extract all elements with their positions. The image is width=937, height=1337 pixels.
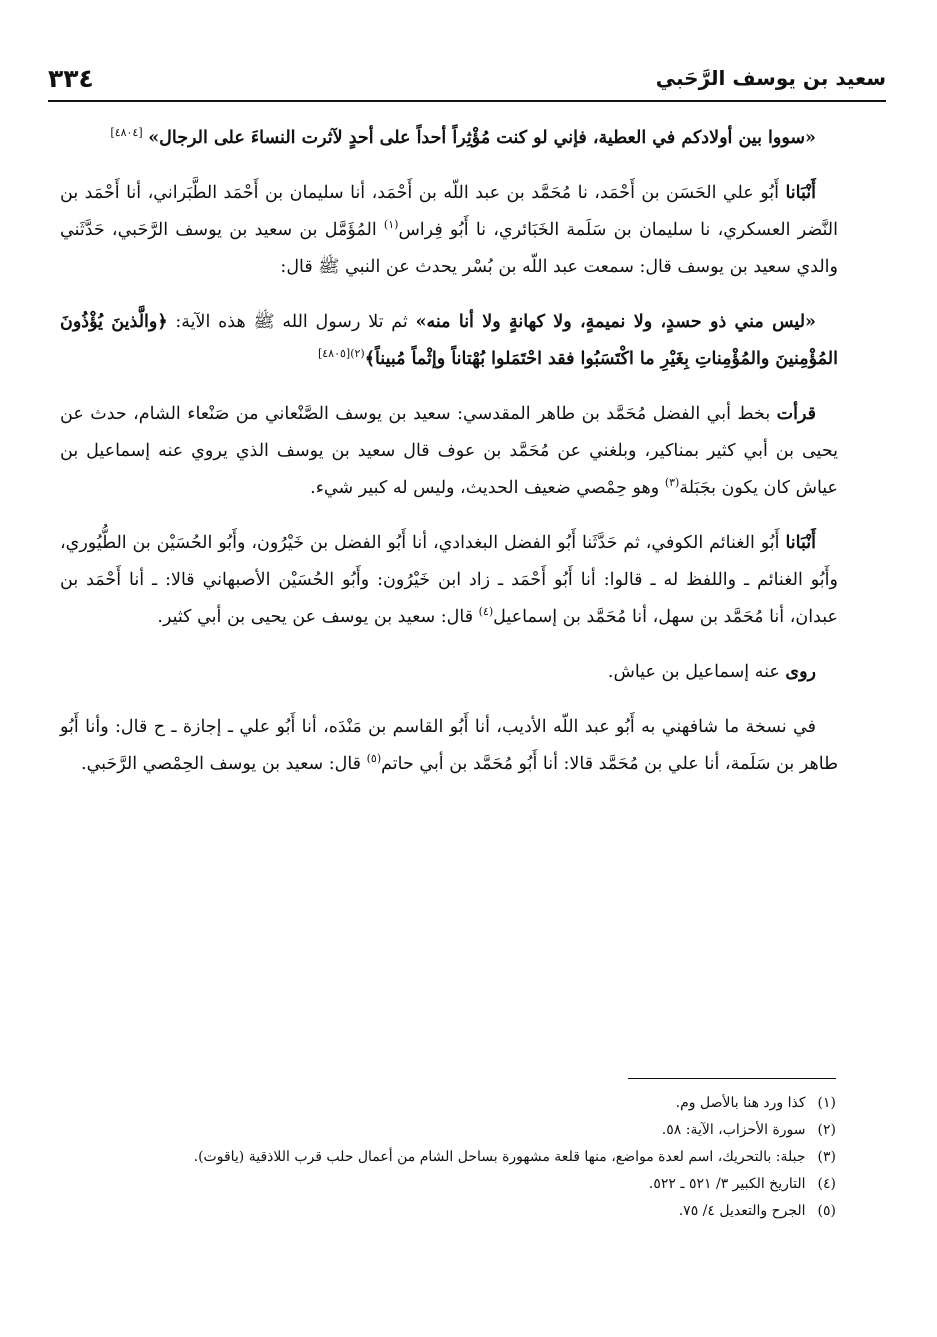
paragraph-text: ثم تلا رسول الله ﷺ هذه الآية: xyxy=(167,312,416,332)
footnote-number: (١) xyxy=(817,1095,836,1111)
footnote-text: كذا ورد هنا بالأصل وم. xyxy=(675,1095,806,1111)
footnote-number: (٢) xyxy=(817,1122,836,1138)
paragraph-text: أَبُو الغنائم الكوفي، ثم حَدَّثَنا أَبُو الفضل البغدادي، أنا أَبُو الفضل بن خَيْرُون، وأَبُو الحُسَيْن بن الطُّيُوري، وأَبُو الغنائم ـ واللفظ له ـ قالوا: أنا أَبُو أَحْمَد ـ زاد ابن خَيْرُون: وأَبُو الحُسَيْن الأصبهاني قالا: ـ أنا أَحْمَد بن عبدان، أنا مُحَمَّد بن سهل، أنا مُحَمَّد بن إسماعيل xyxy=(60,533,838,627)
paragraph-lead-word: أَنْبَانا xyxy=(785,183,816,203)
paragraph-text: أَبُو علي الحَسَن بن أَحْمَد، نا مُحَمَّد بن عبد اللّه بن أَحْمَد، أنا سليمان بن أَحْمَد الطَّبَراني، أنا أَحْمَد بن النَّضر العسكري، نا سليمان بن سَلَمة الخَبَائري، نا أَبُو فِراس xyxy=(60,183,838,240)
footnote-text: الجرح والتعديل ٤/ ٧٥. xyxy=(678,1203,806,1219)
hadith-reference: [٤٨٠٥] xyxy=(317,347,351,361)
hadith-paragraph-1 xyxy=(60,120,838,157)
quran-verse: ﴿والَّذينَ يُؤْذُونَ المُؤْمِنينَ والمُؤْمِناتِ بِغَيْرِ ما اكْتَسَبُوا فقد احْتَمَلوا بُهْتاناً وإثْماً مُبيناً﴾ xyxy=(60,312,838,369)
footnote-divider xyxy=(628,1078,836,1079)
paragraph-lead-word: قرأت xyxy=(776,404,816,424)
paragraph-lead-word: أَنْبَانا xyxy=(785,533,816,553)
footnote-item xyxy=(80,1171,836,1198)
footnote-marker-4: (٤) xyxy=(478,605,494,619)
footnote-item xyxy=(80,1144,836,1171)
paragraph-lead-word: روى xyxy=(785,662,816,682)
footnote-item xyxy=(80,1090,836,1117)
paragraph-text-cont: قال: سعيد بن يوسف الحِمْصي الرَّحَبي. xyxy=(81,754,367,774)
isnad-paragraph-1 xyxy=(60,175,838,286)
hadith-reference: [٤٨٠٤] xyxy=(110,126,143,140)
footnote-marker-2: (٢) xyxy=(350,347,365,361)
hadith-text: «سووا بين أولادكم في العطية، فإني لو كنت مُؤْثِراً أحداً على أحدٍ لآثرت النساءَ على الرجال» xyxy=(148,128,816,148)
paragraph-text-cont: المُؤَمَّل بن سعيد بن يوسف الرَّحَبي، حَدَّثَني والدي سعيد بن يوسف قال: سمعت عبد اللّه بن بُسْر يحدث عن النبي ﷺ قال: xyxy=(60,220,838,277)
narration-paragraph-5 xyxy=(60,654,838,691)
footnote-text: التاريخ الكبير ٣/ ٥٢١ ـ ٥٢٢. xyxy=(648,1176,806,1192)
paragraph-text: بخط أبي الفضل مُحَمَّد بن طاهر المقدسي: سعيد بن يوسف الصَّنْعاني من صَنْعاء الشام، حدث عن يحيى بن أبي كثير بمناكير، وبلغني عن مُحَمَّد بن عوف قال سعيد بن يوسف الذي يروي عنه إسماعيل بن عياش كان يكون بجَبَلة xyxy=(60,404,838,498)
footnotes xyxy=(80,1090,836,1225)
paragraph-text: عنه إسماعيل بن عياش. xyxy=(607,662,786,682)
footnote-marker-5: (٥) xyxy=(366,752,382,766)
isnad-paragraph-6 xyxy=(60,709,838,783)
footnote-item xyxy=(80,1117,836,1144)
footnote-number: (٤) xyxy=(817,1176,836,1192)
running-title: سعيد بن يوسف الرَّحَبي xyxy=(655,66,886,90)
paragraph-text: في نسخة ما شافهني به أَبُو عبد اللّه الأديب، أنا أَبُو القاسم بن مَنْدَه، أنا أَبُو علي ـ إجازة ـ ح قال: وأنا أَبُو طاهر بن سَلَمة، أنا علي بن مُحَمَّد قالا: أنا أَبُو مُحَمَّد بن أبي حاتم xyxy=(60,717,838,774)
paragraph-text-cont: وهو حِمْصي ضعيف الحديث، وليس له كبير شيء. xyxy=(310,478,665,498)
hadith-text: «ليس مني ذو حسدٍ، ولا نميمةٍ، ولا كهانةٍ ولا أنا منه» xyxy=(415,312,816,332)
page-number: ٣٣٤ xyxy=(48,63,94,93)
isnad-paragraph-4 xyxy=(60,525,838,636)
footnote-marker-3: (٣) xyxy=(664,476,680,490)
page-header xyxy=(48,56,886,102)
narration-paragraph-3 xyxy=(60,396,838,507)
footnote-number: (٣) xyxy=(817,1149,836,1165)
footnote-number: (٥) xyxy=(817,1203,836,1219)
footnote-item xyxy=(80,1198,836,1225)
footnote-text: جبلة: بالتحريك، اسم لعدة مواضع، منها قلعة مشهورة بساحل الشام من أعمال حلب قرب اللاذقية (ياقوت). xyxy=(193,1149,806,1165)
footnote-marker-1: (١) xyxy=(383,218,399,232)
hadith-paragraph-2 xyxy=(60,304,838,378)
footnote-text: سورة الأحزاب، الآية: ٥٨. xyxy=(661,1122,806,1138)
paragraph-text-cont: قال: سعيد بن يوسف عن يحيى بن أبي كثير. xyxy=(157,607,479,627)
main-text xyxy=(60,120,838,801)
